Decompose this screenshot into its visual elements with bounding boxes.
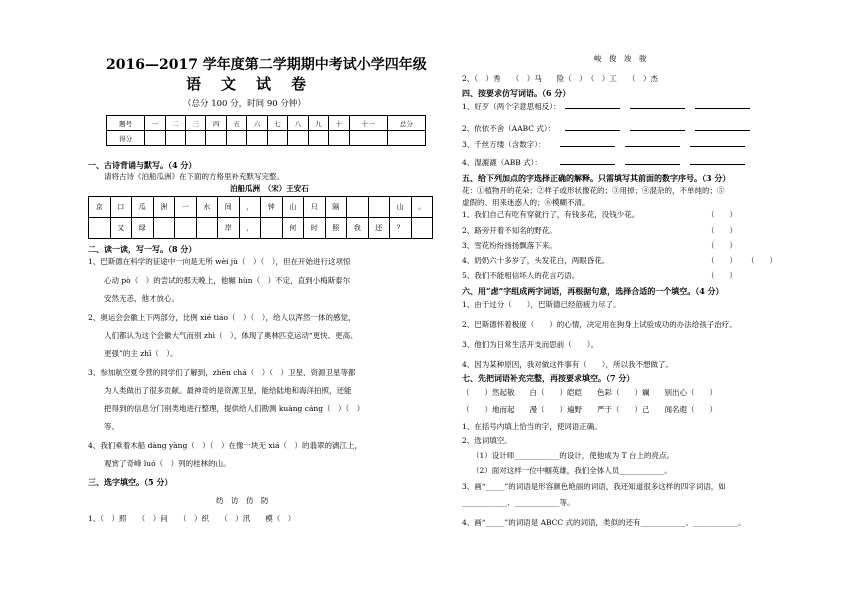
instr-3-line1: 3、画“_____”的词语是形容颜色艳丽的词语，我还知道很多这样的四字词语，如 [462,482,726,491]
section-5-title: 五、给下列加点的字选择正确的解释。只需填写其前面的数字序号。（3 分） [462,173,731,183]
section-1-instruction: 请将古诗《泊船瓜洲》在下面的方格里补充默写完整。 [104,172,284,181]
answer-blank[interactable] [565,108,620,109]
poem-cell: 钟 [261,197,283,218]
poem-cell: 隔 [325,197,347,218]
score-input-cell[interactable] [247,131,267,146]
meaning-q2: 2、路旁开着不知名的野花。 [462,226,557,235]
q4-line1: 4、我们乘着木船 dàng yàng（ ）（ ）在像一块无 xiá（ ）的翡翠的漓江上， [88,441,363,450]
rewrite-2 [462,124,750,134]
idiom-row-1: （ ）然起敬 白（ ）皑皑 色彩（ ）斓 别出心（ ） [462,388,717,397]
poem-cell: ， [239,197,261,218]
poem-cell: 京 [89,197,111,218]
score-input-cell[interactable] [288,131,308,146]
score-header-cell: 十一 [349,116,387,131]
score-input-cell[interactable] [145,131,165,146]
poem-cell: ， [239,218,261,239]
poem-cell[interactable] [153,218,175,239]
score-input-cell[interactable] [206,131,226,146]
answer-paren[interactable]: （ ） [707,241,737,250]
score-input-cell[interactable] [329,131,349,146]
rewrite-3 [462,140,745,150]
word-q4: 4、因为某种原因，我对做这件事有（ ），所以我不想做了。 [462,360,674,369]
score-header-cell: 八 [288,116,308,131]
meaning-q3: 3、雪花纷纷扬扬飘落下来。 [462,241,557,250]
q3-line3: 把得到的信息分门别类地进行整理，提供给人们勘测 kuàng cáng（ ）（ ） [104,404,365,413]
q1-line1: 1、巴斯德在科学的征途中一向是无所 wèi jù（ ）（ ），但在开始进行这项惊 [88,257,351,266]
rewrite-2-label: 2、依依不舍（AABC 式）： [462,124,556,133]
section-4-title: 四、按要求仿写词语。（6 分） [462,88,571,98]
score-header-cell: 三 [186,116,206,131]
answer-blank[interactable] [695,130,750,131]
answer-blank[interactable] [630,130,685,131]
poem-cell: 水 [196,197,218,218]
answer-blank[interactable] [630,108,685,109]
poem-title: 泊船瓜洲 （宋）王安石 [230,184,309,193]
poem-grid [88,196,433,239]
poem-cell: ？ [390,218,412,239]
score-header-cell: 六 [247,116,267,131]
poem-cell: 岸 [218,218,240,239]
score-input-cell[interactable] [308,131,328,146]
fill-sentence-1: （1）设计师____________的设计，使他成为 T 台上的亮点。 [472,451,675,460]
poem-cell: 瓜 [132,197,154,218]
section-5-definitions-1: 花：①植物开的花朵；②样子或形状像花的；③用掉；④混杂的，不单纯的；⑤ [462,186,725,195]
score-header-cell: 五 [226,116,246,131]
answer-paren[interactable]: （ ） [707,210,737,219]
answer-blank[interactable] [565,130,620,131]
answer-blank[interactable] [695,108,750,109]
poem-cell[interactable] [261,218,283,239]
score-input-cell[interactable] [165,131,185,146]
poem-cell[interactable] [368,197,390,218]
poem-cell: 还 [368,218,390,239]
score-input-cell[interactable] [387,131,425,146]
idiom-row-2: （ ）地而起 漫（ ）遍野 严于（ ）己 闻名遐（ ） [462,405,717,414]
poem-cell: 绿 [132,218,154,239]
exam-meta: （总分 100 分，时间 90 分钟） [183,99,306,109]
fill-line-1: 1、（ ）照 （ ）问 （ ）织 （ ）汛 模（ ） [88,514,296,523]
score-label-cell: 得分 [107,131,145,146]
answer-paren[interactable]: （ ） [707,226,737,235]
poem-cell: 间 [218,197,240,218]
score-table [106,115,426,146]
q2-line2: 人们都认为这个会徽大气而别 zhì（ ），体现了奥林匹克运动“更快、更高、 [104,331,358,340]
section-3-title: 三、选字填空。（5 分） [88,477,173,487]
section-1-title: 一、古诗背诵与默写。（4 分） [88,160,197,170]
answer-paren[interactable]: （ ） [707,271,737,280]
poem-cell: 只 [304,197,326,218]
q3-line4: 等。 [104,422,119,431]
answer-blank[interactable] [690,146,745,147]
section-7-title: 七、先把词语补充完整，再按要求填空。（7 分） [462,373,635,383]
instr-4: 4、画“_____”的词语是 ABCC 式的词语，类似的还有____________、____________。 [462,518,746,527]
q3-line1: 3、参加航空夏令营的同学们了解到，zhēn chá（ ）（ ）卫星、资源卫星等都 [88,368,356,377]
q4-line2: 观赏了奇峰 luó（ ）列的桂林的山。 [104,459,231,468]
rewrite-3-label: 3、千丝万缕（含数字）： [462,140,546,149]
poem-cell: 口 [110,197,132,218]
answer-blank[interactable] [625,146,680,147]
poem-cell: 一 [175,197,197,218]
instr-1: 1、在括号内填上恰当的字，使词语正确。 [462,422,602,431]
score-input-cell[interactable] [186,131,206,146]
poem-cell: 。 [411,197,433,218]
exam-title: 2016—2017 学年度第二学期期中考试小学四年级 [106,57,427,73]
answer-blank[interactable] [690,164,745,165]
answer-paren[interactable]: （ ） [747,256,777,265]
q1-line3: 安然无恙，他才放心。 [104,294,179,303]
char-set-1: 纺 访 仿 防 [216,496,269,505]
rewrite-4-label: 4、湿漉漉（ABB 式）： [462,158,542,167]
meaning-q5: 5、我们不能相信坏人的花言巧语。 [462,271,580,280]
fill-sentence-2: （2）面对这样一位中帼英雄，我们全体人员____________。 [472,466,672,475]
poem-cell: 何 [282,218,304,239]
word-q1: 1、由于过分（ ），巴斯德已经筋疲力尽了。 [462,300,621,309]
score-input-cell[interactable] [349,131,387,146]
score-header-cell: 总分 [387,116,425,131]
poem-cell[interactable] [196,218,218,239]
rewrite-4 [462,158,745,168]
word-q2: 2、巴斯德怀着极度（ ）的心情，决定用在狗身上试验成功的办法给孩子治疗。 [462,320,737,329]
score-input-cell[interactable] [226,131,246,146]
answer-paren[interactable]: （ ） [707,256,737,265]
q2-line1: 2、奥运会会徽上下两部分，比例 xié tiáo（ ）（ ），给人以浑然一体的感觉， [88,313,356,322]
fill-line-2: 2、（ ）秀 （ ）马 险（ ） （ ）工 （ ）杰 [462,74,659,83]
meaning-q1: 1、我们自己有吃有穿就行了，有钱多花，没钱少花。 [462,210,640,219]
answer-blank[interactable] [560,146,615,147]
char-set-2: 峻 俊 竣 骏 [594,54,647,63]
poem-cell: 时 [304,218,326,239]
score-input-cell[interactable] [267,131,287,146]
section-5-definitions-2: 虚假的、用来迷惑人的；⑥模糊不清。 [462,198,590,207]
score-header-cell: 一 [145,116,165,131]
score-header-cell: 题号 [107,116,145,131]
poem-cell: 我 [347,218,369,239]
meaning-q4: 4、奶奶六十多岁了，头发花白，两眼昏花。 [462,256,610,265]
answer-blank[interactable] [560,164,615,165]
exam-subtitle: 语文试卷 [186,75,327,93]
poem-cell: 洲 [153,197,175,218]
answer-blank[interactable] [625,164,680,165]
poem-cell[interactable] [347,197,369,218]
poem-cell [411,218,433,239]
poem-cell: 又 [110,218,132,239]
score-header-cell: 十 [329,116,349,131]
score-header-cell: 七 [267,116,287,131]
rewrite-1-label: 1、好歹（两个字意思相反）： [462,102,561,111]
instr-2: 2、选词填空。 [462,436,512,445]
instr-3-line2: ____________、____________等。 [462,498,575,507]
poem-cell[interactable] [89,218,111,239]
poem-cell: 照 [325,218,347,239]
word-q3: 3、他们为日常生活开支而思前（ ）。 [462,340,599,349]
score-header-cell: 二 [165,116,185,131]
q3-line2: 为人类做出了很多贡献。最神奇的是资源卫星，能给陆地和海洋拍照，还能 [104,386,352,395]
section-6-title: 六、用“虑”字组成两字词语，再根据句意，选择合适的一个填空。（4 分） [462,286,724,296]
score-header-cell: 九 [308,116,328,131]
poem-cell: 山 [390,197,412,218]
poem-cell[interactable] [175,218,197,239]
q1-line2: 心动 pò（ ）的尝试的那天晚上，他辗 hùn（ ）不定，直到小梅斯泰尔 [104,276,351,285]
section-2-title: 二、读一读，写一写。（8 分） [88,244,197,254]
poem-cell: 山 [282,197,304,218]
score-header-cell: 四 [206,116,226,131]
rewrite-1 [462,102,750,112]
q2-line3: 更强”的主 zhǐ（ ）。 [104,349,178,358]
